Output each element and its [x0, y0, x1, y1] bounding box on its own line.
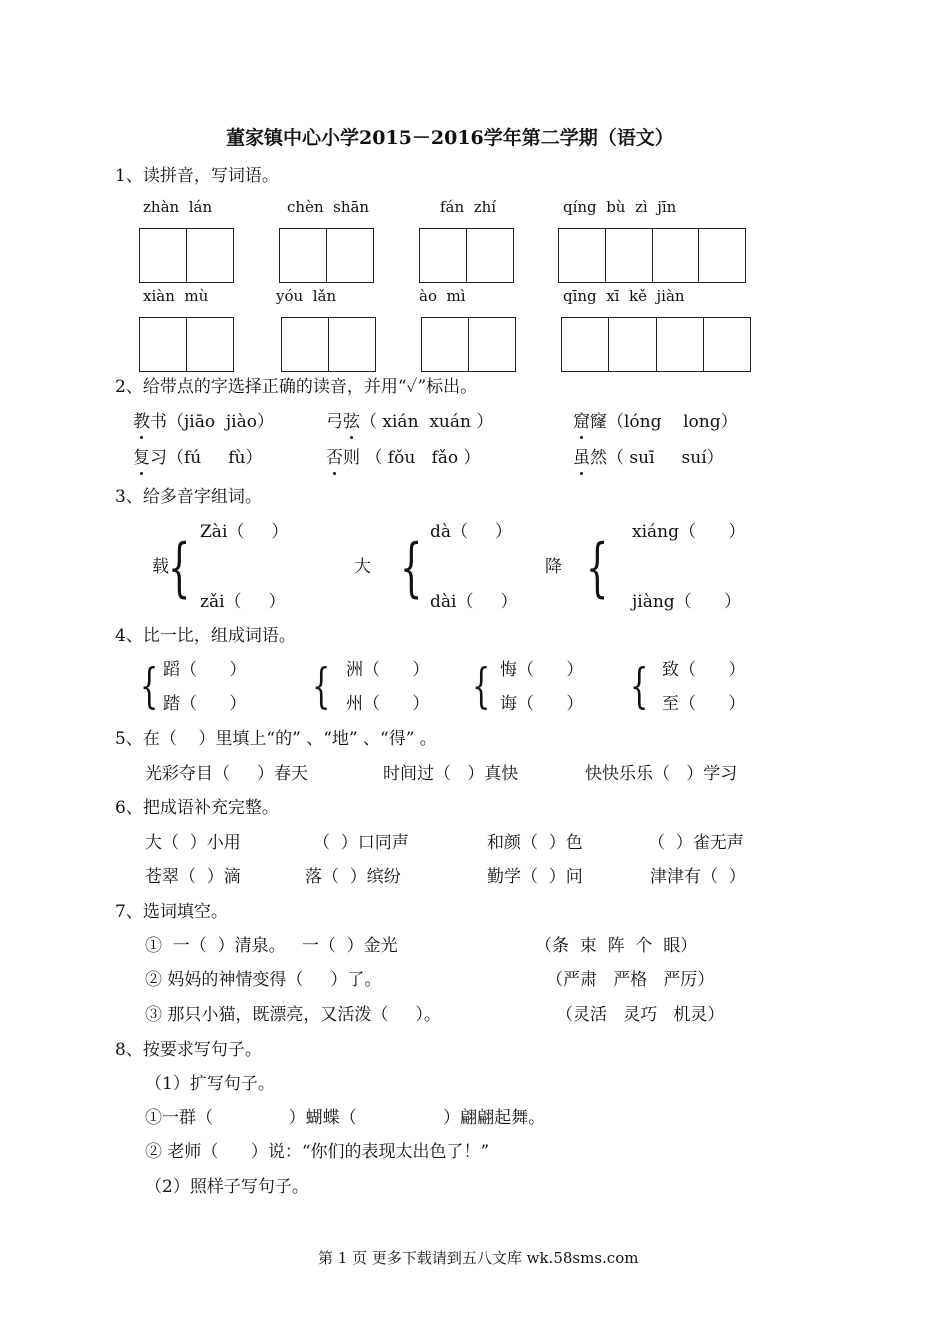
- pinyin-7: ào mì: [419, 287, 466, 305]
- q8-heading: 8、按要求写句子。: [115, 1040, 262, 1060]
- idiom-item: 津津有（ ）: [650, 867, 746, 887]
- pinyin-2: chèn shān: [287, 198, 370, 216]
- q3-char: 降: [545, 557, 562, 577]
- left-brace-icon: {: [472, 658, 491, 714]
- q6-heading: 6、把成语补充完整。: [115, 798, 279, 818]
- answer-box[interactable]: [419, 228, 514, 283]
- q8-sub1: （1）扩写句子。: [145, 1074, 275, 1094]
- answer-box[interactable]: [561, 317, 751, 372]
- idiom-item: 落（ ）缤纷: [305, 867, 401, 887]
- q3-top: dà（ ）: [430, 522, 513, 542]
- left-brace-icon: {: [400, 531, 423, 605]
- q7-options: （条 束 阵 个 眼）: [535, 936, 698, 956]
- idiom-item: 和颜（ ）色: [487, 833, 583, 853]
- q2-item: 虽然（ suī suí）: [573, 443, 724, 468]
- q3-char: 大: [354, 557, 371, 577]
- answer-box[interactable]: [281, 317, 376, 372]
- q5-item: 快快乐乐（ ）学习: [585, 764, 738, 784]
- answer-box[interactable]: [558, 228, 746, 283]
- left-brace-icon: {: [586, 531, 609, 605]
- q5-item: 光彩夺目（ ）春天: [145, 764, 309, 784]
- q4-bottom: 踏（ ）: [163, 694, 247, 714]
- answer-box[interactable]: [139, 317, 234, 372]
- q3-char: 载: [152, 557, 169, 577]
- q7-options: （严肃 严格 严厉）: [546, 970, 715, 990]
- q4-bottom: 诲（ ）: [500, 694, 584, 714]
- q3-bottom: dài（ ）: [430, 592, 518, 612]
- pinyin-3: fán zhí: [440, 198, 497, 216]
- q3-top: Zài（ ）: [200, 522, 289, 542]
- dotted-char: 虽: [573, 443, 590, 468]
- q7-sentence: ① 一（ ）清泉。 一（ ）金光: [145, 936, 398, 956]
- q4-top: 致（ ）: [662, 660, 746, 680]
- answer-box[interactable]: [139, 228, 234, 283]
- q5-heading: 5、在（ ）里填上“的” 、“地” 、“得” 。: [115, 729, 437, 749]
- q2-item: 教书（jiāo jiào）: [133, 407, 274, 432]
- q7-sentence: ③ 那只小猫，既漂亮，又活泼（ ）。: [145, 1005, 441, 1025]
- idiom-item: 勤学（ ）问: [487, 867, 583, 887]
- q4-heading: 4、比一比，组成词语。: [115, 626, 296, 646]
- q2-item: 窟窿（lóng long）: [573, 407, 738, 432]
- q4-top: 蹈（ ）: [163, 660, 247, 680]
- idiom-item: 大（ ）小用: [145, 833, 241, 853]
- answer-box[interactable]: [421, 317, 516, 372]
- q8-sub2: （2）照样子写句子。: [145, 1177, 309, 1197]
- q4-top: 悔（ ）: [500, 660, 584, 680]
- page-title: 董家镇中心小学2015－2016学年第二学期（语文）: [226, 127, 674, 149]
- idiom-item: （ ）雀无声: [648, 833, 744, 853]
- q2-item: 复习（fú fù）: [133, 443, 263, 468]
- dotted-char: 否: [326, 443, 343, 468]
- pinyin-5: xiàn mù: [143, 287, 209, 305]
- pinyin-4: qíng bù zì jīn: [563, 198, 677, 216]
- pinyin-1: zhàn lán: [143, 198, 213, 216]
- idiom-item: （ ）口同声: [313, 833, 409, 853]
- dotted-char: 窟: [573, 407, 590, 432]
- left-brace-icon: {: [630, 658, 649, 714]
- page-footer: 第 1 页 更多下载请到五八文库 wk.58sms.com: [318, 1249, 639, 1267]
- q8-line1: ①一群（ ）蝴蝶（ ）翩翩起舞。: [145, 1108, 546, 1128]
- q7-sentence: ② 妈妈的神情变得（ ）了。: [145, 970, 382, 990]
- q3-heading: 3、给多音字组词。: [115, 487, 262, 507]
- left-brace-icon: {: [168, 531, 191, 605]
- q1-heading: 1、读拼音，写词语。: [115, 166, 279, 186]
- dotted-char: 复: [133, 443, 150, 468]
- q7-options: （灵活 灵巧 机灵）: [556, 1005, 725, 1025]
- q2-item: 否则 （ fǒu fǎo ）: [326, 443, 481, 468]
- q4-bottom: 至（ ）: [662, 694, 746, 714]
- dotted-char: 教: [133, 407, 150, 432]
- left-brace-icon: {: [312, 658, 331, 714]
- q5-item: 时间过（ ）真快: [383, 764, 519, 784]
- q3-bottom: zǎi（ ）: [200, 592, 286, 612]
- left-brace-icon: {: [140, 658, 159, 714]
- q3-bottom: jiàng（ ）: [632, 592, 742, 612]
- q2-item: 弓弦（ xián xuán ）: [326, 407, 493, 432]
- q3-top: xiáng（ ）: [632, 522, 746, 542]
- pinyin-8: qīng xī kě jiàn: [563, 287, 685, 305]
- idiom-item: 苍翠（ ）滴: [145, 867, 241, 887]
- q8-line2: ② 老师（ ）说：“你们的表现太出色了！”: [145, 1142, 490, 1162]
- q4-top: 洲（ ）: [346, 660, 430, 680]
- q2-heading: 2、给带点的字选择正确的读音，并用“✓”标出。: [115, 377, 478, 397]
- answer-box[interactable]: [279, 228, 374, 283]
- q7-heading: 7、选词填空。: [115, 902, 228, 922]
- dotted-char: 弦: [343, 407, 360, 432]
- pinyin-6: yóu lǎn: [276, 287, 337, 305]
- q4-bottom: 州（ ）: [346, 694, 430, 714]
